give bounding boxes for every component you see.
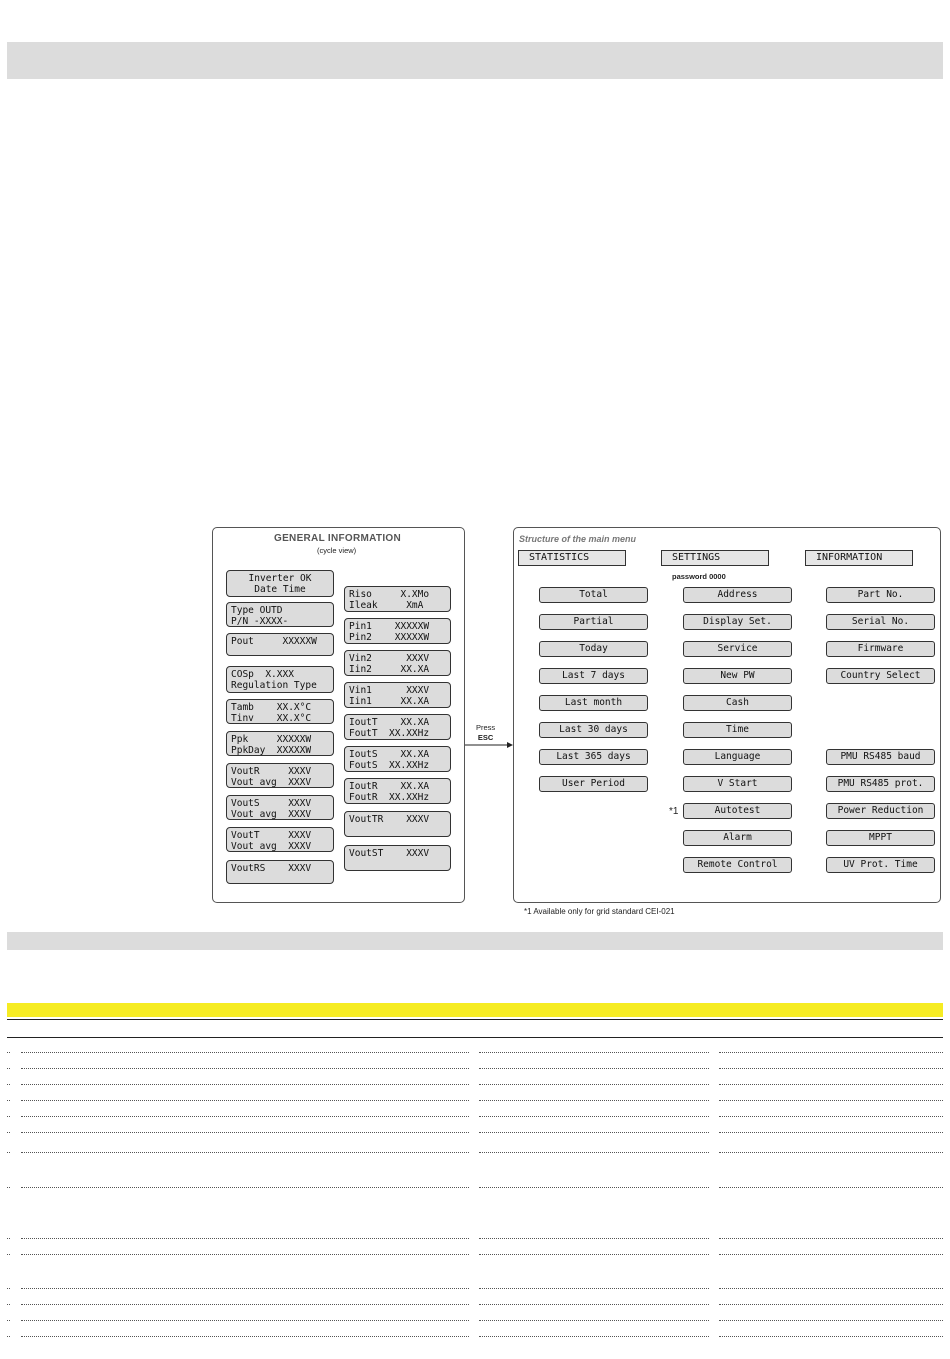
lcd-line-1: Pout XXXXXW <box>231 636 317 647</box>
table-cell-c3 <box>719 1187 943 1188</box>
information-item-3[interactable]: Firmware <box>826 641 935 657</box>
table-cell-c1 <box>21 1052 469 1053</box>
table-cell-c3 <box>719 1132 943 1133</box>
table-row <box>7 1052 943 1054</box>
table-cell-c2 <box>479 1152 709 1153</box>
gi-display-left-10 <box>226 860 334 884</box>
table-row <box>7 1320 943 1322</box>
gi-display-right-2 <box>344 618 451 644</box>
lcd-line-1: Inverter OK <box>248 573 312 584</box>
main-menu-panel <box>513 527 941 903</box>
information-item-4[interactable]: Country Select <box>826 668 935 684</box>
table-cell-c3 <box>719 1084 943 1085</box>
settings-item-4[interactable]: New PW <box>683 668 792 684</box>
information-header[interactable]: INFORMATION <box>805 550 913 566</box>
table-cell-lead <box>7 1084 10 1085</box>
lcd-line-1: VoutST XXXV <box>349 848 430 859</box>
lcd-line-1: COSp X.XXX <box>231 669 294 680</box>
settings-item-1[interactable]: Address <box>683 587 792 603</box>
table-cell-c2 <box>479 1132 709 1133</box>
lcd-line-1: VoutR XXXV <box>231 766 312 777</box>
table-cell-lead <box>7 1187 10 1188</box>
gi-display-left-5 <box>226 699 334 724</box>
gi-display-left-4 <box>226 666 334 693</box>
settings-item-10[interactable]: Alarm <box>683 830 792 846</box>
table-cell-lead <box>7 1288 10 1289</box>
information-item-6[interactable]: PMU RS485 prot. <box>826 776 935 792</box>
gi-display-right-1 <box>344 586 451 612</box>
lcd-line-2: FoutR XX.XXHz <box>349 792 430 803</box>
gi-display-right-7 <box>344 778 451 804</box>
table-cell-lead <box>7 1238 10 1239</box>
table-cell-c2 <box>479 1238 709 1239</box>
settings-header[interactable]: SETTINGS <box>661 550 769 566</box>
section-header-bar-top <box>7 42 943 79</box>
table-cell-c2 <box>479 1304 709 1305</box>
information-item-5[interactable]: PMU RS485 baud <box>826 749 935 765</box>
table-cell-lead <box>7 1336 10 1337</box>
lcd-line-2: Regulation Type <box>231 680 317 691</box>
lcd-line-1: VoutT XXXV <box>231 830 312 841</box>
statistics-header[interactable]: STATISTICS <box>518 550 626 566</box>
lcd-line-2: Date Time <box>254 584 306 595</box>
table-cell-c1 <box>21 1116 469 1117</box>
password-note: password 0000 <box>672 572 726 581</box>
lcd-line-1: VoutRS XXXV <box>231 863 312 874</box>
autotest-footnote-mark: *1 <box>669 806 679 817</box>
table-cell-c1 <box>21 1238 469 1239</box>
lcd-line-2: Tinv XX.X°C <box>231 713 312 724</box>
table-row <box>7 1288 943 1290</box>
information-item-9[interactable]: UV Prot. Time <box>826 857 935 873</box>
table-cell-c2 <box>479 1254 709 1255</box>
table-cell-c1 <box>21 1152 469 1153</box>
table-cell-lead <box>7 1100 10 1101</box>
statistics-item-2[interactable]: Partial <box>539 614 648 630</box>
lcd-line-2: P/N -XXXX- <box>231 616 289 627</box>
statistics-item-1[interactable]: Total <box>539 587 648 603</box>
table-cell-lead <box>7 1254 10 1255</box>
statistics-item-5[interactable]: Last month <box>539 695 648 711</box>
lcd-line-2: PpkDay XXXXXW <box>231 745 312 756</box>
gi-display-left-9 <box>226 827 334 852</box>
footnote: *1 Available only for grid standard CEI-021 <box>524 907 675 916</box>
table-cell-c3 <box>719 1100 943 1101</box>
settings-item-11[interactable]: Remote Control <box>683 857 792 873</box>
table-cell-lead <box>7 1152 10 1153</box>
lcd-line-1: Vin1 XXXV <box>349 685 430 696</box>
table-cell-c1 <box>21 1320 469 1321</box>
table-cell-c3 <box>719 1304 943 1305</box>
table-row <box>7 1084 943 1086</box>
information-item-8[interactable]: MPPT <box>826 830 935 846</box>
gi-display-left-2 <box>226 602 334 627</box>
table-row <box>7 1238 943 1240</box>
table-cell-c1 <box>21 1304 469 1305</box>
gi-display-left-6 <box>226 731 334 756</box>
gi-display-right-4 <box>344 682 451 708</box>
table-cell-lead <box>7 1304 10 1305</box>
table-row <box>7 1152 943 1154</box>
lcd-line-1: Type OUTD <box>231 605 283 616</box>
main-menu-title: Structure of the main menu <box>519 534 637 544</box>
statistics-item-4[interactable]: Last 7 days <box>539 668 648 684</box>
lcd-line-2: Vout avg XXXV <box>231 841 312 852</box>
gi-display-right-9 <box>344 845 451 871</box>
table-cell-c3 <box>719 1238 943 1239</box>
table-cell-lead <box>7 1116 10 1117</box>
statistics-item-3[interactable]: Today <box>539 641 648 657</box>
gi-display-right-6 <box>344 746 451 772</box>
settings-item-7[interactable]: Language <box>683 749 792 765</box>
table-cell-c2 <box>479 1084 709 1085</box>
gi-display-left-7 <box>226 763 334 788</box>
esc-label: ESC <box>477 733 494 742</box>
table-cell-lead <box>7 1068 10 1069</box>
table-row <box>7 1100 943 1102</box>
table-cell-c3 <box>719 1052 943 1053</box>
table-header-underline <box>7 1019 943 1020</box>
general-information-title: GENERAL INFORMATION <box>274 533 401 544</box>
press-esc-label <box>476 723 495 743</box>
lcd-line-1: Riso X.XMo <box>349 589 430 600</box>
table-cell-lead <box>7 1052 10 1053</box>
lcd-line-1: Pin1 XXXXXW <box>349 621 430 632</box>
lcd-line-2: Ileak XmA <box>349 600 424 611</box>
table-row <box>7 1132 943 1134</box>
lcd-line-1: IoutR XX.XA <box>349 781 430 792</box>
table-cell-c2 <box>479 1320 709 1321</box>
lcd-line-2: Vout avg XXXV <box>231 809 312 820</box>
table-cell-c1 <box>21 1084 469 1085</box>
table-cell-c1 <box>21 1288 469 1289</box>
lcd-line-2: Vout avg XXXV <box>231 777 312 788</box>
table-cell-c3 <box>719 1254 943 1255</box>
gi-display-left-8 <box>226 795 334 820</box>
table-cell-c3 <box>719 1152 943 1153</box>
table-cell-c3 <box>719 1288 943 1289</box>
table-row <box>7 1304 943 1306</box>
table-row <box>7 1254 943 1256</box>
gi-display-right-8 <box>344 811 451 837</box>
section-header-bar-bottom <box>7 932 943 950</box>
information-item-7[interactable]: Power Reduction <box>826 803 935 819</box>
settings-item-8[interactable]: V Start <box>683 776 792 792</box>
lcd-line-1: IoutT XX.XA <box>349 717 430 728</box>
table-cell-c2 <box>479 1288 709 1289</box>
lcd-line-2: Iin1 XX.XA <box>349 696 430 707</box>
settings-item-3[interactable]: Service <box>683 641 792 657</box>
table-cell-c3 <box>719 1336 943 1337</box>
table-row <box>7 1116 943 1118</box>
gi-display-right-3 <box>344 650 451 676</box>
table-cell-c3 <box>719 1116 943 1117</box>
table-cell-c2 <box>479 1052 709 1053</box>
lcd-line-1: Vin2 XXXV <box>349 653 430 664</box>
table-cell-c2 <box>479 1187 709 1188</box>
settings-item-5[interactable]: Cash <box>683 695 792 711</box>
gi-display-left-1 <box>226 570 334 597</box>
general-information-subtitle: (cycle view) <box>317 546 357 555</box>
table-cell-lead <box>7 1320 10 1321</box>
table-row <box>7 1336 943 1338</box>
statistics-item-8[interactable]: User Period <box>539 776 648 792</box>
table-cell-c2 <box>479 1116 709 1117</box>
table-cell-c1 <box>21 1187 469 1188</box>
press-label: Press <box>476 723 496 732</box>
lcd-line-2: Pin2 XXXXXW <box>349 632 430 643</box>
table-cell-c3 <box>719 1320 943 1321</box>
lcd-line-1: IoutS XX.XA <box>349 749 430 760</box>
table-row <box>7 1068 943 1070</box>
table-cell-c1 <box>21 1132 469 1133</box>
lcd-line-1: Tamb XX.X°C <box>231 702 312 713</box>
table-cell-c2 <box>479 1068 709 1069</box>
table-cell-c1 <box>21 1336 469 1337</box>
lcd-line-1: Ppk XXXXXW <box>231 734 312 745</box>
lcd-line-2: FoutT XX.XXHz <box>349 728 430 739</box>
lcd-line-2: FoutS XX.XXHz <box>349 760 430 771</box>
table-cell-c2 <box>479 1336 709 1337</box>
table-cell-c3 <box>719 1068 943 1069</box>
lcd-line-1: VoutS XXXV <box>231 798 312 809</box>
table-cell-c2 <box>479 1100 709 1101</box>
lcd-line-1: VoutTR XXXV <box>349 814 430 825</box>
table-cell-c1 <box>21 1068 469 1069</box>
table-cell-lead <box>7 1132 10 1133</box>
table-header-yellow-band <box>7 1003 943 1017</box>
settings-item-9[interactable]: Autotest <box>683 803 792 819</box>
settings-item-6[interactable]: Time <box>683 722 792 738</box>
settings-item-2[interactable]: Display Set. <box>683 614 792 630</box>
information-item-1[interactable]: Part No. <box>826 587 935 603</box>
table-cell-c1 <box>21 1100 469 1101</box>
table-header-rule <box>7 1037 943 1038</box>
information-item-2[interactable]: Serial No. <box>826 614 935 630</box>
gi-display-right-5 <box>344 714 451 740</box>
lcd-line-2: Iin2 XX.XA <box>349 664 430 675</box>
statistics-item-6[interactable]: Last 30 days <box>539 722 648 738</box>
gi-display-left-3 <box>226 633 334 656</box>
statistics-item-7[interactable]: Last 365 days <box>539 749 648 765</box>
table-row <box>7 1187 943 1189</box>
table-cell-c1 <box>21 1254 469 1255</box>
